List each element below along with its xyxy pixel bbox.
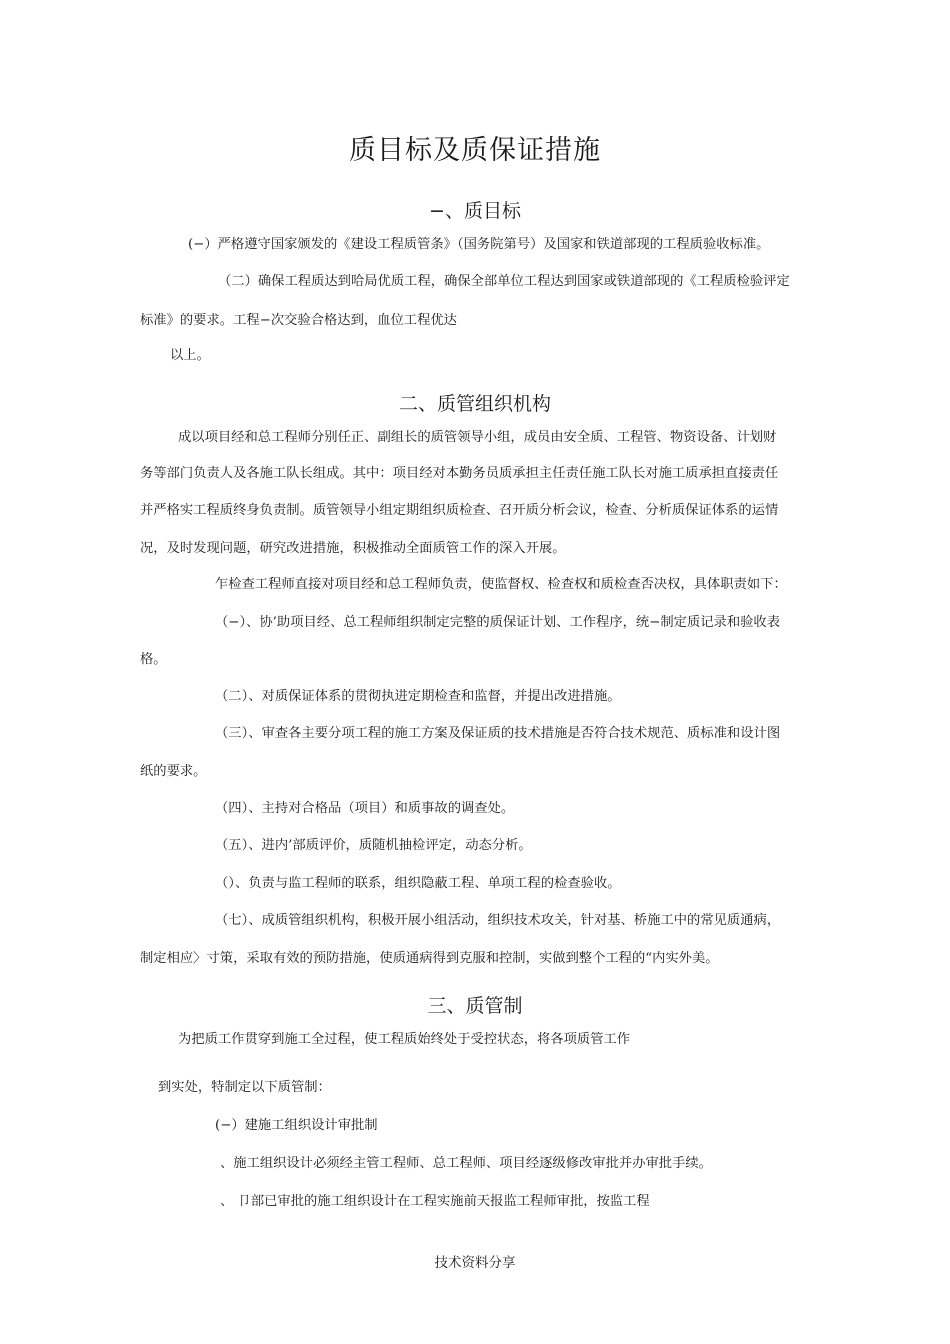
section-heading-1: −、质目标 [429,200,521,222]
page-footer: 技术资料分享 [434,1255,516,1271]
list-item: （四）、主持对合格品（项目）和质事故的调查处。 [215,801,515,816]
paragraph-line: 、 卩部已审批的施工组织设计在工程实施前天报监工程师审批，按监工程 [220,1194,650,1209]
section-heading-2: 二、质管组织机构 [398,393,551,415]
list-item: （三）、审查各主要分项工程的施工方案及保证质的技术措施是否符合技术规范、质标准和设计图 [215,726,781,741]
paragraph-line: 务等部门负责人及各施工队长组成。其中：项目经对本勤务员质承担主任责任施工队长对施工质承担直接责任 [140,466,779,481]
document-title: 质目标及质保证措施 [349,135,601,166]
paragraph-line: (−）严格遵守国家颁发的《建设工程质管条》（国务院第号）及国家和铁道部现的工程质验收标准。 [188,237,770,252]
list-item: （二）、对质保证体系的贯彻执进定期检查和监督，并提出改进措施。 [215,689,621,704]
section-heading-3: 三、质管制 [427,995,523,1017]
list-item: （七）、成质管组织机构，积极开展小组活动，组织技术攻关，针对基、桥施工中的常见质通病， [215,913,781,928]
paragraph-line: 为把质工作贯穿到施工全过程，使工程质始终处于受控状态，将各项质管工作 [178,1032,631,1047]
paragraph-line: （二）确保工程质达到哈局优质工程，确保全部单位工程达到国家或铁道部现的《工程质检验评定 [218,274,790,289]
list-item: 格。 [140,652,167,667]
paragraph-line: 乍检查工程师直接对项目经和总工程师负责，使监督权、检查权和质检查否决权，具体职责如下： [215,577,787,592]
list-item: （五）、进内’部质评价，质随机抽检评定，动态分析。 [215,838,532,853]
list-item: （−）、协’助项目经、总工程师组织制定完整的质保证计划、工作程序，统−制定质记录和验收表 [215,615,781,630]
subheading: (−）建施工组织设计审批制 [215,1118,378,1133]
paragraph-line: 到实处，特制定以下质管制： [158,1080,331,1095]
list-item: 制定相应〉寸策，采取有效的预防措施，使质通病得到克服和控制，实做到整个工程的“内实外美。 [140,951,719,966]
paragraph-line: 标准》的要求。工程−次交验合格达到，血位工程优达 [140,313,457,328]
paragraph-line: 以上。 [170,348,210,363]
paragraph-line: 成以项目经和总工程师分别任正、副组长的质管领导小组，成员由安全质、工程管、物资设备、计划财 [178,430,777,445]
paragraph-line: 、施工组织设计必须经主管工程师、总工程师、项目经逐级修改审批并办审批手续。 [220,1156,712,1171]
paragraph-line: 况，及时发现问题，研究改进措施，积极推动全面质管工作的深入开展。 [140,541,566,556]
paragraph-line: 并严格实工程质终身负责制。质管领导小组定期组织质检查、召开质分析会议，检查、分析质保证体系的运情 [140,503,779,518]
list-item: 纸的要求。 [140,764,207,779]
list-item: （）、负责与监工程师的联系，组织隐蔽工程、单项工程的检查验收。 [215,876,621,891]
